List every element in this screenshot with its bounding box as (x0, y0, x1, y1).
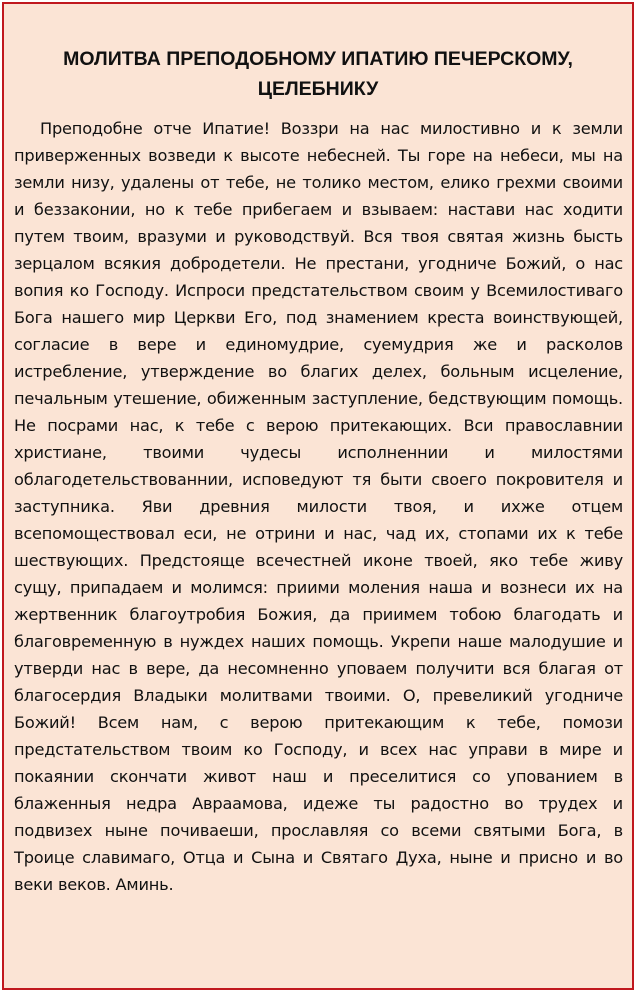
prayer-card (2, 2, 634, 990)
prayer-title: МОЛИТВА ПРЕПОДОБНОМУ ИПАТИЮ ПЕЧЕРСКОМУ, ЦЕЛЕБНИКУ (63, 48, 573, 100)
prayer-text: Преподобне отче Ипатие! Воззри на нас милостивно и к земли приверженных возведи к высоте небесней. Ты горе на небеси, мы на земли низу, удалены от тебе, не толико местом, елико грехми своими и беззаконии, но к тебе прибегаем и взываем: настави нас ходити путем твоим, вразуми и руководствуй. Вся твоя святая жизнь бысть зерцалом всякия добродетели. Не престани, угодниче Божий, о нас вопия ко Господу. Испроси предстательством своим у Всемилостиваго Бога нашего мир Церкви Его, под знамением креста воинствующей, согласие в вере и единомудрие, суемудрия же и расколов истребление, утверждение во благих делех, больным исцеление, печальным утешение, обиженным заступление, бедствующим помощь. Не посрами нас, к тебе с верою притекающих. Вси православнии христиане, твоими чудесы исполненнии и милостями облагодетельствованнии, исповедуют тя быти своего покровителя и заступника. Яви древния милости твоя, и ихже отцем всепомоществовал еси, не отрини и нас, чад их, стопами их к тебе шествующих. Предстояще всечестней иконе твоей, яко тебе живу сущу, припадаем и молимся: приими моления наша и вознеси их на жертвенник благоутробия Божия, да приимем тобою благодать и благовременную в нуждех наших помощь. Укрепи наше малодушие и утверди нас в вере, да несомненно уповаем получити вся благая от благосердия Владыки молитвами твоими. О, превеликий угодниче Божий! Всем нам, с верою притекающим к тебе, помози предстательством твоим ко Господу, и всех нас управи в мире и покаянии скончати живот наш и преселитися со упованием в блаженныя недра Авраамова, идеже ты радостно во трудех и подвизех ныне почиваеши, прославляя со всеми святыми Бога, в Троице славимаго, Отца и Сына и Святаго Духа, ныне и присно и во веки веков. Аминь. (14, 119, 623, 894)
